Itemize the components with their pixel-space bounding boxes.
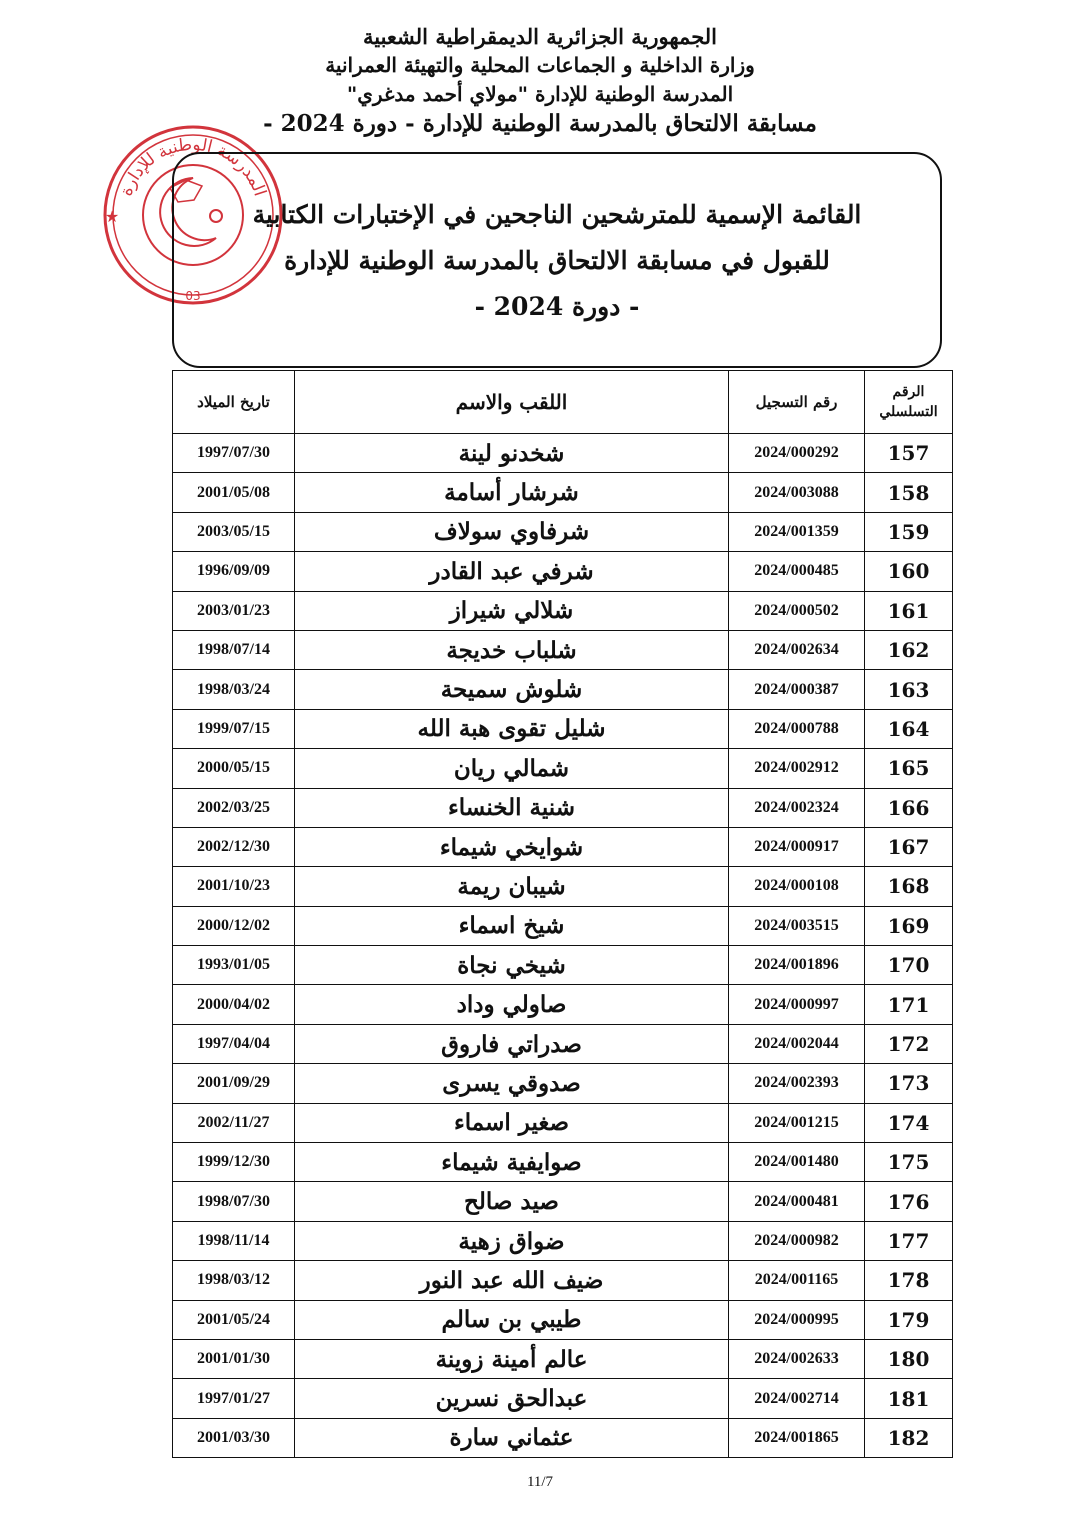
serial-cell: 180: [865, 1339, 953, 1378]
serial-cell: 166: [865, 788, 953, 827]
name-cell: ضواق زهية: [295, 1221, 729, 1260]
registration-cell: 2024/001165: [729, 1261, 865, 1300]
table-row: [173, 827, 953, 866]
registration-cell: 2024/000997: [729, 985, 865, 1024]
birthdate-cell: 2000/12/02: [173, 906, 295, 945]
table-row: [173, 709, 953, 748]
name-cell: شلالي شيراز: [295, 591, 729, 630]
table-row: [173, 1064, 953, 1103]
table-row: [173, 867, 953, 906]
registration-cell: 2024/000502: [729, 591, 865, 630]
birthdate-cell: 2001/09/29: [173, 1064, 295, 1103]
name-cell: شرفي عبد القادر: [295, 552, 729, 591]
birthdate-cell: 2001/01/30: [173, 1339, 295, 1378]
name-cell: صوايفية شيماء: [295, 1143, 729, 1182]
table-row: [173, 1182, 953, 1221]
serial-cell: 167: [865, 827, 953, 866]
serial-cell: 165: [865, 749, 953, 788]
table-row: [173, 1300, 953, 1339]
serial-cell: 181: [865, 1379, 953, 1418]
birthdate-cell: 1998/03/24: [173, 670, 295, 709]
registration-cell: 2024/002324: [729, 788, 865, 827]
list-title-box: [172, 152, 942, 368]
name-cell: عثماني سارة: [295, 1418, 729, 1457]
serial-cell: 168: [865, 867, 953, 906]
birthdate-cell: 1998/03/12: [173, 1261, 295, 1300]
registration-cell: 2024/002912: [729, 749, 865, 788]
serial-cell: 172: [865, 1024, 953, 1063]
birthdate-cell: 2001/03/30: [173, 1418, 295, 1457]
birthdate-cell: 2002/12/30: [173, 827, 295, 866]
name-cell: ضيف الله عبد النور: [295, 1261, 729, 1300]
serial-cell: 160: [865, 552, 953, 591]
birthdate-cell: 2001/05/08: [173, 473, 295, 512]
birthdate-cell: 2002/03/25: [173, 788, 295, 827]
registration-cell: 2024/002393: [729, 1064, 865, 1103]
birthdate-cell: 1993/01/05: [173, 946, 295, 985]
name-cell: شرفاوي سولاف: [295, 512, 729, 551]
table-row: [173, 512, 953, 551]
table-row: [173, 906, 953, 945]
serial-cell: 162: [865, 630, 953, 669]
registration-cell: 2024/002044: [729, 1024, 865, 1063]
serial-cell: 174: [865, 1103, 953, 1142]
registration-cell: 2024/001896: [729, 946, 865, 985]
header-birthdate: تاريخ الميلاد: [173, 371, 295, 434]
list-title-line1: القائمة الإسمية للمترشحين الناجحين في الإختبارات الكتابية: [252, 200, 862, 229]
registration-cell: 2024/000995: [729, 1300, 865, 1339]
list-title-line2: للقبول في مسابقة الالتحاق بالمدرسة الوطنية للإدارة: [284, 246, 830, 275]
table-row: [173, 473, 953, 512]
document-header: [180, 22, 900, 138]
serial-cell: 161: [865, 591, 953, 630]
registration-cell: 2024/001215: [729, 1103, 865, 1142]
header-republic: الجمهورية الجزائرية الديمقراطية الشعبية: [362, 24, 717, 49]
table-row: [173, 788, 953, 827]
list-title-line3: - دورة 2024 -: [474, 292, 640, 321]
birthdate-cell: 2003/01/23: [173, 591, 295, 630]
name-cell: صاولي وداد: [295, 985, 729, 1024]
name-cell: شوايخي شيماء: [295, 827, 729, 866]
registration-cell: 2024/000982: [729, 1221, 865, 1260]
serial-cell: 163: [865, 670, 953, 709]
serial-cell: 173: [865, 1064, 953, 1103]
serial-cell: 157: [865, 434, 953, 473]
name-cell: شنية الخنساء: [295, 788, 729, 827]
name-cell: شيخي نجاة: [295, 946, 729, 985]
birthdate-cell: 2001/10/23: [173, 867, 295, 906]
birthdate-cell: 1996/09/09: [173, 552, 295, 591]
name-cell: طيبي بن سالم: [295, 1300, 729, 1339]
table-row: [173, 749, 953, 788]
name-cell: عبدالحق نسرين: [295, 1379, 729, 1418]
name-cell: صدراتي فاروق: [295, 1024, 729, 1063]
header-registration: رقم التسجيل: [729, 371, 865, 434]
registration-cell: 2024/000917: [729, 827, 865, 866]
serial-cell: 170: [865, 946, 953, 985]
table-row: [173, 434, 953, 473]
table-row: [173, 1103, 953, 1142]
name-cell: عالم أمينة زوينة: [295, 1339, 729, 1378]
registration-cell: 2024/002634: [729, 630, 865, 669]
table-row: [173, 591, 953, 630]
birthdate-cell: 1999/07/15: [173, 709, 295, 748]
registration-cell: 2024/002714: [729, 1379, 865, 1418]
page-number: 11/7: [526, 1474, 554, 1490]
stamp-text: المدرسة الوطنية للإدارة: [116, 134, 270, 199]
name-cell: شرشار أسامة: [295, 473, 729, 512]
name-cell: شلوش سميحة: [295, 670, 729, 709]
header-school: المدرسة الوطنية للإدارة "مولاي أحمد مدغري": [346, 82, 734, 106]
name-cell: شلباب خديجة: [295, 630, 729, 669]
registration-cell: 2024/002633: [729, 1339, 865, 1378]
serial-cell: 179: [865, 1300, 953, 1339]
registration-cell: 2024/003515: [729, 906, 865, 945]
table-row: [173, 670, 953, 709]
birthdate-cell: 2001/05/24: [173, 1300, 295, 1339]
birthdate-cell: 2003/05/15: [173, 512, 295, 551]
table-row: [173, 985, 953, 1024]
table-header-row: [173, 371, 953, 434]
table-row: [173, 630, 953, 669]
registration-cell: 2024/001480: [729, 1143, 865, 1182]
registration-cell: 2024/001359: [729, 512, 865, 551]
birthdate-cell: 2002/11/27: [173, 1103, 295, 1142]
name-cell: شيبان ريمة: [295, 867, 729, 906]
registration-cell: 2024/000788: [729, 709, 865, 748]
birthdate-cell: 2000/05/15: [173, 749, 295, 788]
registration-cell: 2024/000108: [729, 867, 865, 906]
name-cell: شخدنو لينة: [295, 434, 729, 473]
name-cell: صيد صالح: [295, 1182, 729, 1221]
name-cell: شيخ اسماء: [295, 906, 729, 945]
birthdate-cell: 1998/07/30: [173, 1182, 295, 1221]
table-body: [173, 434, 953, 1458]
serial-cell: 171: [865, 985, 953, 1024]
table-row: [173, 1221, 953, 1260]
table-row: [173, 1418, 953, 1457]
serial-cell: 169: [865, 906, 953, 945]
table-row: [173, 1143, 953, 1182]
table-row: [173, 1024, 953, 1063]
table-row: [173, 1339, 953, 1378]
serial-cell: 177: [865, 1221, 953, 1260]
birthdate-cell: 1997/04/04: [173, 1024, 295, 1063]
stamp-code: 03: [185, 289, 201, 303]
header-contest: مسابقة الالتحاق بالمدرسة الوطنية للإدارة - دورة 2024 -: [263, 110, 817, 137]
serial-cell: 175: [865, 1143, 953, 1182]
serial-cell: 178: [865, 1261, 953, 1300]
serial-cell: 164: [865, 709, 953, 748]
table-row: [173, 552, 953, 591]
registration-cell: 2024/001865: [729, 1418, 865, 1457]
birthdate-cell: 1997/01/27: [173, 1379, 295, 1418]
registration-cell: 2024/000292: [729, 434, 865, 473]
registration-cell: 2024/000387: [729, 670, 865, 709]
header-name: اللقب والاسم: [295, 371, 729, 434]
birthdate-cell: 2000/04/02: [173, 985, 295, 1024]
name-cell: شليل تقوى هبة الله: [295, 709, 729, 748]
birthdate-cell: 1998/11/14: [173, 1221, 295, 1260]
registration-cell: 2024/000481: [729, 1182, 865, 1221]
registration-cell: 2024/003088: [729, 473, 865, 512]
serial-cell: 182: [865, 1418, 953, 1457]
serial-cell: 159: [865, 512, 953, 551]
serial-cell: 176: [865, 1182, 953, 1221]
name-cell: شمالي ريان: [295, 749, 729, 788]
name-cell: صدوقي يسرى: [295, 1064, 729, 1103]
table-row: [173, 946, 953, 985]
birthdate-cell: 1997/07/30: [173, 434, 295, 473]
registration-cell: 2024/000485: [729, 552, 865, 591]
header-serial: الرقم التسلسلي: [865, 371, 953, 434]
header-ministry: وزارة الداخلية و الجماعات المحلية والتهيئة العمرانية: [325, 53, 755, 77]
star-icon: ★: [104, 207, 120, 226]
table-row: [173, 1379, 953, 1418]
serial-cell: 158: [865, 473, 953, 512]
table-row: [173, 1261, 953, 1300]
birthdate-cell: 1998/07/14: [173, 630, 295, 669]
birthdate-cell: 1999/12/30: [173, 1143, 295, 1182]
name-cell: صغير اسماء: [295, 1103, 729, 1142]
candidates-table: [172, 370, 953, 1458]
